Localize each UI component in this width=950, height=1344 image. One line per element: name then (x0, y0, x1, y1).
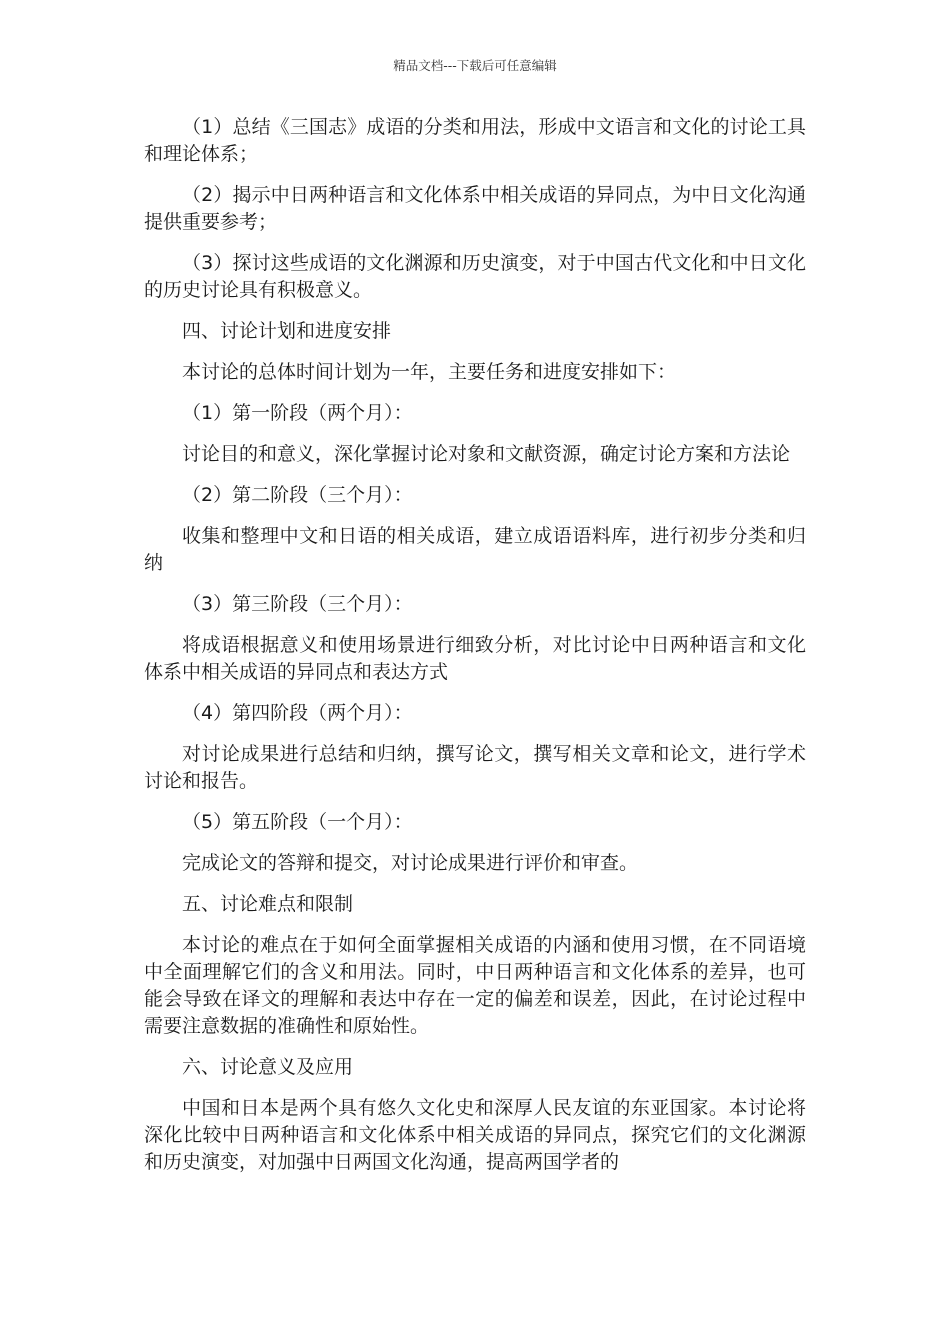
phase-2-body: 收集和整理中文和日语的相关成语，建立成语语料库，进行初步分类和归纳 (144, 525, 806, 574)
phase-3-title: （3）第三阶段（三个月）： (182, 593, 413, 615)
phase-4-body: 对讨论成果进行总结和归纳，撰写论文，撰写相关文章和论文，进行学术讨论和报告。 (144, 743, 806, 792)
document-body (144, 114, 806, 1190)
phase-5-title: （5）第五阶段（一个月）： (182, 811, 413, 833)
phase-5-body: 完成论文的答辩和提交，对讨论成果进行评价和审查。 (182, 852, 639, 874)
schedule-intro: 本讨论的总体时间计划为一年，主要任务和进度安排如下： (182, 361, 677, 383)
objective-3: （3）探讨这些成语的文化渊源和历史演变，对于中国古代文化和中日文化的历史讨论具有积极意义。 (144, 252, 806, 301)
section-heading-schedule: 四、讨论计划和进度安排 (182, 320, 392, 342)
section-heading-difficulties: 五、讨论难点和限制 (182, 893, 354, 915)
significance-body: 中国和日本是两个具有悠久文化史和深厚人民友谊的东亚国家。本讨论将深化比较中日两种语言和文化体系中相关成语的异同点，探究它们的文化渊源和历史演变，对加强中日两国文化沟通，提高两国学者的 (144, 1097, 806, 1173)
objective-1: （1）总结《三国志》成语的分类和用法，形成中文语言和文化的讨论工具和理论体系； (144, 116, 806, 165)
phase-3-body: 将成语根据意义和使用场景进行细致分析，对比讨论中日两种语言和文化体系中相关成语的异同点和表达方式 (144, 634, 806, 683)
phase-1-title: （1）第一阶段（两个月）： (182, 402, 413, 424)
phase-2-title: （2）第二阶段（三个月）： (182, 484, 413, 506)
phase-1-body: 讨论目的和意义，深化掌握讨论对象和文献资源，确定讨论方案和方法论 (182, 443, 791, 465)
page-header-watermark: 精品文档---下载后可任意编辑 (393, 58, 557, 73)
objective-2: （2）揭示中日两种语言和文化体系中相关成语的异同点，为中日文化沟通提供重要参考； (144, 184, 806, 233)
difficulties-body: 本讨论的难点在于如何全面掌握相关成语的内涵和使用习惯，在不同语境中全面理解它们的含义和用法。同时，中日两种语言和文化体系的差异，也可能会导致在译文的理解和表达中存在一定的偏差和误差，因此，在讨论过程中需要注意数据的准确性和原始性。 (144, 934, 806, 1037)
section-heading-significance: 六、讨论意义及应用 (182, 1056, 354, 1078)
phase-4-title: （4）第四阶段（两个月）： (182, 702, 413, 724)
